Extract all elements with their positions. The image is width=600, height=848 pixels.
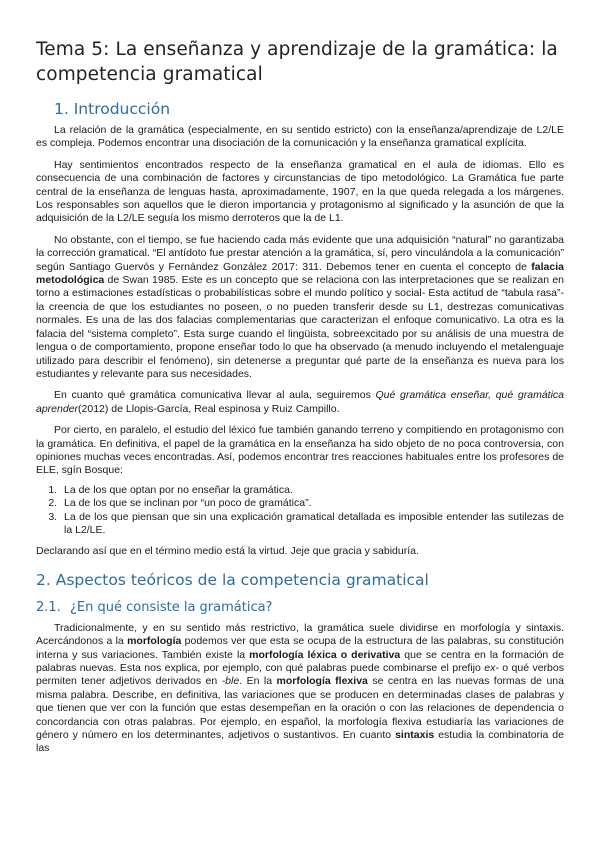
paragraph-intro-3 xyxy=(36,234,564,381)
term-morfologia-lexica: morfología léxica o derivativa xyxy=(249,648,401,661)
paragraph-intro-4 xyxy=(36,389,564,416)
grammar-text-h: estudia la combinatoria de las xyxy=(36,729,564,755)
reactions-list xyxy=(36,484,564,538)
paragraph-intro-3-text-b: de Swan 1985. Este es un concepto que se relaciona con las interpretaciones que se realizan en torno a estimaciones estadísticas o probabilísticas sobre el mundo político y social- Esta actitud de “tabula rasa”- la creencia de que los estudiantes no poseen, o no pueden transferir desde su L1, destrezas comunicativas normales. Es una de las dos falacias complementarias que caracterizan el enfoque comunicativo. La otra es la falacia del “sistema completo”. Esta surge cuando el lingüista, sobreexcitado por su análisis de una muestra de lengua o de comportamiento, propone enseñar todo lo que ha observado (a menudo incluyendo el metalenguaje utilizado para describir el fenómeno), sin detenerse a preguntar qué parte de la enseñanza es nueva para los estudiantes y relevante para sus necesidades. xyxy=(36,274,564,380)
term-prefix-ex: ex- xyxy=(484,662,499,674)
paragraph-intro-4-text-b: (2012) de Llopis-García, Real espinosa y Ruiz Campillo. xyxy=(78,402,340,415)
grammar-text-d: que se centra en la formación de palabras nuevas. Esta nos explica, por ejemplo, con qué palabras puede combinarse el prefijo xyxy=(36,648,564,674)
subsection-title: ¿En qué consiste la gramática? xyxy=(70,599,273,615)
grammar-text-a: Tradicionalmente, y en su sentido más restrictivo, la gramática suele dividirse en morfología y sintaxis. Acercándonos a la xyxy=(36,621,564,648)
paragraph-grammar xyxy=(36,622,564,756)
term-sintaxis: sintaxis xyxy=(395,729,435,742)
list-item: 2. La de los que se inclinan por “un poco de gramática”. xyxy=(60,497,564,510)
falacia-metodologica-term: falacia metodológica xyxy=(36,260,564,287)
section-2-heading: 2. Aspectos teóricos de la competencia gramatical xyxy=(36,570,429,589)
term-morfologia: morfología xyxy=(127,635,182,648)
paragraph-intro-5: Por cierto, en paralelo, el estudio del léxico fue también ganando terreno y compitiendo en protagonismo con la gramática. En definitiva, el papel de la gramática en la enseñanza ha sido objeto de no poca controversia, con opiniones muchas veces encontradas. Así, podemos encontrar tres reacciones habituales entre los profesores de ELE, sgín Bosque: xyxy=(36,424,564,477)
book-title: Qué gramática enseñar, qué gramática aprender xyxy=(36,389,565,415)
grammar-text-c: podemos ver que esta se ocupa de la estructura de las palabras, su constitución interna y sus variaciones. También existe la xyxy=(36,635,564,661)
term-suffix-ble: -ble xyxy=(221,675,240,688)
document-title: Tema 5: La enseñanza y aprendizaje de la gramática: la competencia gramatical xyxy=(36,39,558,85)
section-1-heading: 1. Introducción xyxy=(54,100,171,118)
paragraph-intro-6: Declarando así que en el término medio está la virtud. Jeje que gracia y sabiduría. xyxy=(36,545,419,558)
grammar-text-f: . En la xyxy=(239,675,277,688)
list-item: 3. La de los que piensan que sin una explicación gramatical detallada es imposible entender las sutilezas de la L2/LE. xyxy=(60,511,564,538)
grammar-text-g: se centra en las nuevas formas de una misma palabra. Describe, en definitiva, las variaciones que se producen en determinadas clases de palabras y que tienen que ver con la función que estas desempeñan en la oración o con las relaciones de dependencia o concordancia con otras palabras. Por ejemplo, en español, la morfología flexiva estudiaría las variaciones de género y número en los determinantes, adjetivos o sustantivos. En cuanto xyxy=(36,675,564,742)
paragraph-intro-1: La relación de la gramática (especialmente, en su sentido estricto) con la enseñanza/aprendizaje de L2/LE es compleja. Podemos encontrar una disociación de la comunicación y la enseñanza gramatical explícita. xyxy=(36,124,564,150)
subsection-2-1-heading xyxy=(36,599,564,617)
list-item: 1. La de los que optan por no enseñar la gramática. xyxy=(60,484,564,497)
subsection-number: 2.1. xyxy=(36,599,61,615)
paragraph-intro-2: Hay sentimientos encontrados respecto de la enseñanza gramatical en el aula de idiomas. Ello es consecuencia de una combinación de factores y circunstancias de tipo metodológico. La Gramática fue parte central de la enseñanza de lenguas hasta, aproximadamente, 1907, en la que queda relegada a los márgenes. Los responsables son aquellos que le dieron importancia y protagonismo al significado y la asunción de que la adquisición de la L2/LE seguía los mismo derroteros que la de L1. xyxy=(36,158,564,225)
term-morfologia-flexiva: morfología flexiva xyxy=(276,675,368,688)
grammar-text-e: o qué verbos permiten tener adjetivos derivados en xyxy=(36,662,564,688)
paragraph-intro-4-text-a: En cuanto qué gramática comunicativa llevar al aula, seguiremos xyxy=(54,389,376,402)
paragraph-intro-3-text-a: No obstante, con el tiempo, se fue haciendo cada más evidente que una adquisición “natural” no garantizaba la corrección gramatical. “El antídoto fue prestar atención a la gramática, sí, pero vinculándola a la comunicación” según Santiago Guervós y Fernández González 2017: 311. Debemos tener en cuenta el concepto de xyxy=(36,233,564,273)
